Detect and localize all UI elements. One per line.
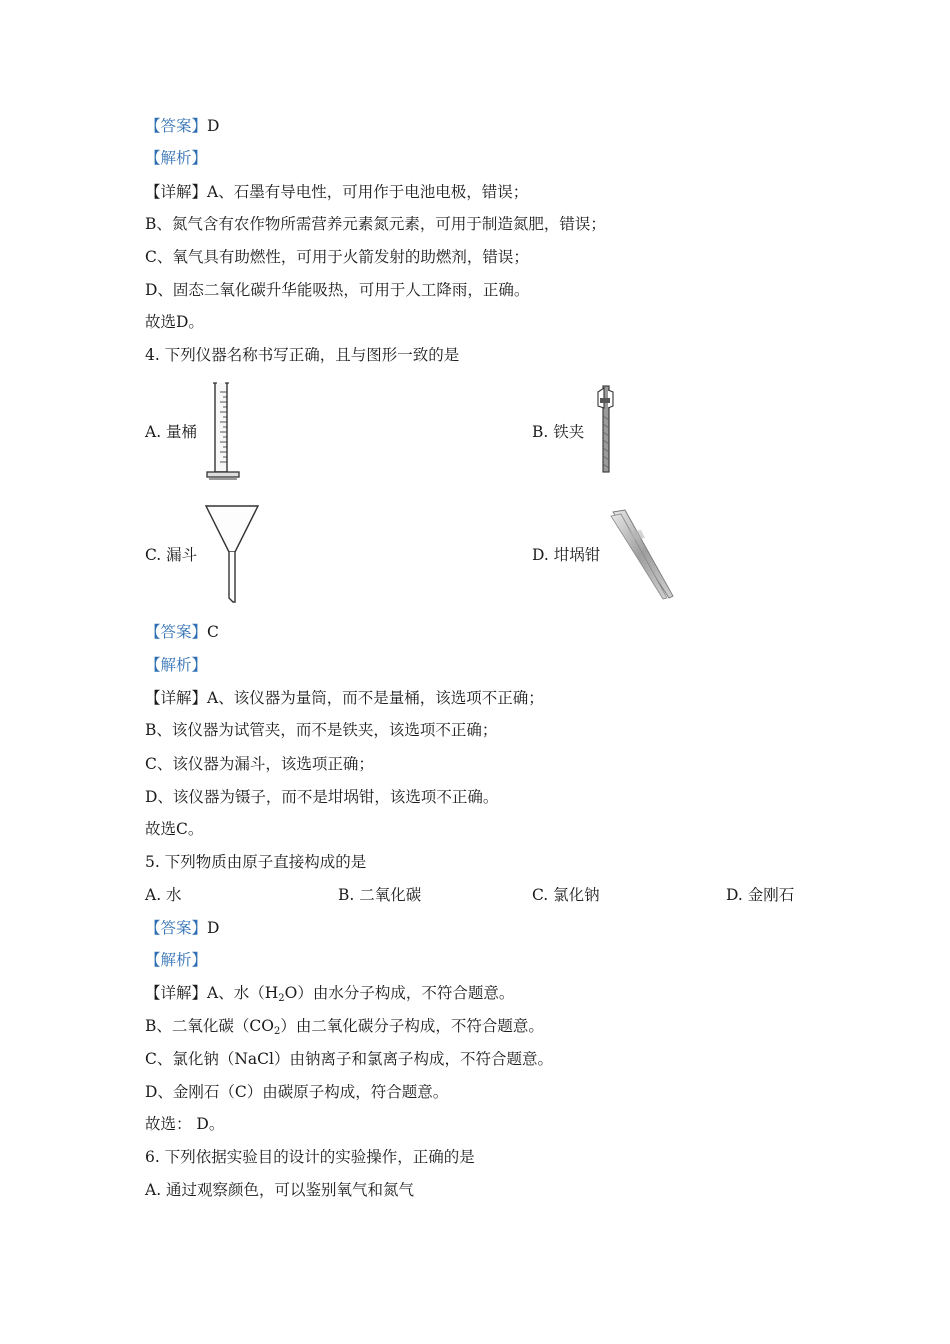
q5-detail-b: B、二氧化碳$(CO_2)$由二氧化碳分子构成，不符合题意。 (145, 1017, 544, 1037)
graduated-cylinder-icon (203, 380, 245, 484)
detail-tag: 【详解】 (145, 183, 208, 201)
q5-answer-line (145, 918, 219, 938)
q4-detail-d: D、该仪器为镊子，而不是坩埚钳，该选项不正确。 (145, 788, 499, 806)
q5-detail-d: D、金刚石（C）由碳原子构成，符合题意。 (145, 1083, 449, 1101)
q4-detail-b: B、该仪器为试管夹，而不是铁夹，该选项不正确； (145, 721, 498, 739)
q5-detail-a: 【详解】A、水$(H_2O)$由水分子构成，不符合题意。 (145, 984, 515, 1004)
q4-answer-line (145, 622, 219, 642)
q4-conclusion: 故选C。 (145, 820, 204, 838)
answer-value: D (207, 117, 220, 135)
detail-tag: 【详解】 (145, 689, 208, 707)
q4-option-c: C. 漏斗 (145, 546, 198, 564)
q4-detail-a: 【详解】A、该仪器为量筒，而不是量桶，该选项不正确； (145, 689, 544, 707)
q6-option-a: A. 通过观察颜色，可以鉴别氧气和氮气 (145, 1181, 415, 1199)
answer-tag: 【答案】 (145, 919, 208, 937)
q5-stem: 5. 下列物质由原子直接构成的是 (145, 853, 367, 871)
q3-conclusion: 故选D。 (145, 313, 204, 331)
q3-detail-d: D、固态二氧化碳升华能吸热，可用于人工降雨，正确。 (145, 281, 530, 299)
q4-detail-c: C、该仪器为漏斗，该选项正确； (145, 755, 374, 773)
q3-analysis-tag: 【解析】 (145, 149, 208, 167)
funnel-icon (203, 502, 261, 606)
q3-answer-line (145, 116, 219, 136)
q4-option-d: D. 坩埚钳 (532, 546, 601, 564)
q5-option-d: D. 金刚石 (726, 886, 795, 904)
q5-option-a: A. 水 (145, 886, 182, 904)
answer-tag: 【答案】 (145, 117, 208, 135)
test-tube-holder-icon (594, 382, 616, 476)
tweezers-icon (607, 508, 681, 604)
q4-option-b: B. 铁夹 (532, 423, 585, 441)
q3-detail-c: C、氧气具有助燃性，可用于火箭发射的助燃剂，错误； (145, 248, 529, 266)
detail-tag: 【详解】 (145, 984, 208, 1002)
q5-detail-c: C、氯化钠（NaCl）由钠离子和氯离子构成，不符合题意。 (145, 1050, 553, 1068)
answer-value: C (207, 623, 219, 641)
answer-value: D (207, 919, 220, 937)
q5-option-b: B. 二氧化碳 (338, 886, 422, 904)
q5-analysis-tag: 【解析】 (145, 951, 208, 969)
q6-stem: 6. 下列依据实验目的设计的实验操作，正确的是 (145, 1148, 475, 1166)
q5-conclusion: 故选： D。 (145, 1115, 225, 1133)
answer-tag: 【答案】 (145, 623, 208, 641)
q4-stem: 4. 下列仪器名称书写正确，且与图形一致的是 (145, 346, 460, 364)
q3-detail-b: B、氮气含有农作物所需营养元素氮元素，可用于制造氮肥，错误； (145, 215, 606, 233)
q3-detail-a: 【详解】A、石墨有导电性，可用作于电池电极，错误； (145, 183, 529, 201)
q4-option-a: A. 量桶 (145, 423, 198, 441)
q4-analysis-tag: 【解析】 (145, 656, 208, 674)
q5-option-c: C. 氯化钠 (532, 886, 600, 904)
